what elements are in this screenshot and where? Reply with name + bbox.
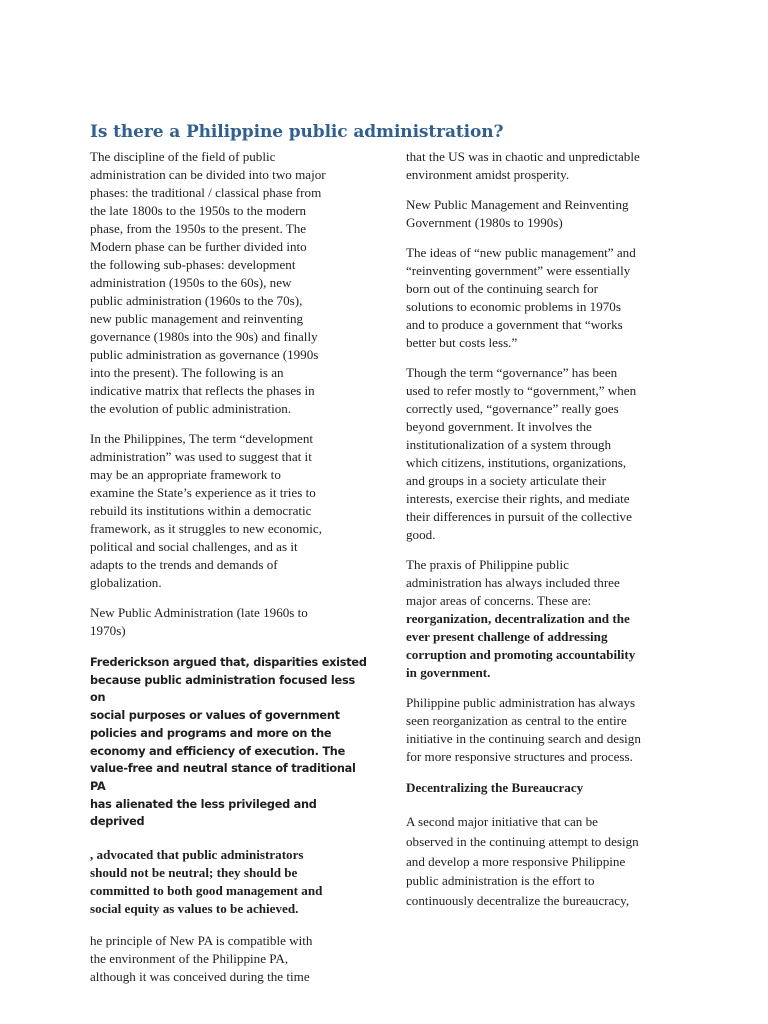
page-title: Is there a Philippine public administration? xyxy=(90,122,504,142)
text-line: indicative matrix that reflects the phases in xyxy=(90,383,315,398)
section-heading-decentralizing: Decentralizing the Bureaucracy xyxy=(406,780,584,795)
text-line: major areas of concerns. These are: xyxy=(406,593,592,608)
text-line: which citizens, institutions, organizations, xyxy=(406,455,627,470)
text-line: although it was conceived during the time xyxy=(90,969,310,985)
text-line: new public management and reinventing xyxy=(90,311,304,326)
paragraph-npm-ideas xyxy=(406,244,688,352)
text-line: solutions to economic problems in 1970s xyxy=(406,299,621,314)
text-line: administration” was used to suggest that it xyxy=(90,449,312,464)
text-line: phase, from the 1950s to the present. The xyxy=(90,221,307,236)
text-line: interests, exercise their rights, and mediate xyxy=(406,491,630,506)
text-line: administration (1950s to the 60s), new xyxy=(90,275,292,290)
text-line: , advocated that public administrators xyxy=(90,847,304,863)
text-line: and develop a more responsive Philippine xyxy=(406,853,626,869)
text-line: good. xyxy=(406,527,436,542)
text-line: The praxis of Philippine public xyxy=(406,557,569,572)
text-line: framework, as it struggles to new economic, xyxy=(90,521,322,536)
text-line: public administration is the effort to xyxy=(406,873,595,889)
left-column xyxy=(90,148,372,986)
text-line: beyond government. It involves the xyxy=(406,419,592,434)
text-line: institutionalization of a system through xyxy=(406,437,612,452)
right-column xyxy=(406,148,688,911)
text-line: the late 1800s to the 1950s to the modern xyxy=(90,203,307,218)
text-line: and groups in a society articulate their xyxy=(406,473,606,488)
text-line: globalization. xyxy=(90,575,162,590)
text-line: and to produce a government that “works xyxy=(406,317,623,332)
paragraph-frederickson xyxy=(90,654,372,831)
text-line: public administration (1960s to the 70s), xyxy=(90,293,303,308)
text-line: continuously decentralize the bureaucracy, xyxy=(406,893,630,909)
text-line: committed to both good management and xyxy=(90,883,323,899)
text-line: economy and efficiency of execution. The xyxy=(90,744,345,758)
section-heading-new-pa xyxy=(90,604,372,640)
text-line: the following sub-phases: development xyxy=(90,257,296,272)
text-line: their differences in pursuit of the collective xyxy=(406,509,632,524)
text-line: correctly used, “governance” really goes xyxy=(406,401,619,416)
section-heading-npm xyxy=(406,196,688,232)
text-line: The discipline of the field of public xyxy=(90,149,276,164)
text-line: that the US was in chaotic and unpredictable xyxy=(406,149,640,164)
text-line: examine the State’s experience as it tries to xyxy=(90,485,316,500)
text-line: Though the term “governance” has been xyxy=(406,365,618,380)
text-line: The ideas of “new public management” and xyxy=(406,245,636,260)
text-line: rebuild its institutions within a democratic xyxy=(90,503,312,518)
text-line: value-free and neutral stance of traditional PA xyxy=(90,762,356,793)
text-line-bold: reorganization, decentralization and the xyxy=(406,611,630,626)
text-line: public administration as governance (1990s xyxy=(90,347,319,362)
text-line: observed in the continuing attempt to design xyxy=(406,833,639,849)
text-line: governance (1980s into the 90s) and finally xyxy=(90,329,318,344)
paragraph-phases xyxy=(90,148,372,418)
text-line: 1970s) xyxy=(90,623,126,638)
text-line: social equity as values to be achieved. xyxy=(90,901,299,917)
text-line: initiative in the continuing search and design xyxy=(406,731,641,746)
text-line: better but costs less.” xyxy=(406,335,518,350)
text-line: Modern phase can be further divided into xyxy=(90,239,307,254)
paragraph-reorganization xyxy=(406,694,688,766)
paragraph-philippines xyxy=(90,430,372,592)
text-line: administration has always included three xyxy=(406,575,620,590)
text-line: should not be neutral; they should be xyxy=(90,865,298,881)
text-line: Frederickson argued that, disparities existed xyxy=(90,656,367,669)
text-line: seen reorganization as central to the entire xyxy=(406,713,627,728)
text-line: has alienated the less privileged and deprived xyxy=(90,797,317,829)
text-line: into the present). The following is an xyxy=(90,365,284,380)
paragraph-praxis xyxy=(406,556,688,682)
text-line: because public administration focused less on xyxy=(90,673,355,705)
paragraph-governance xyxy=(406,364,688,544)
text-line: may be an appropriate framework to xyxy=(90,467,281,482)
text-line: he principle of New PA is compatible with xyxy=(90,933,313,949)
text-line: Philippine public administration has always xyxy=(406,695,636,710)
paragraph-new-pa-principle xyxy=(90,932,372,986)
text-line: political and social challenges, and as it xyxy=(90,539,298,554)
text-line: administration can be divided into two major xyxy=(90,167,326,182)
text-line: the evolution of public administration. xyxy=(90,401,292,416)
text-line: for more responsive structures and process. xyxy=(406,749,633,764)
paragraph-us-context xyxy=(406,148,688,184)
text-line: the environment of the Philippine PA, xyxy=(90,951,289,967)
text-line: policies and programs and more on the xyxy=(90,726,332,740)
text-line: born out of the continuing search for xyxy=(406,281,598,296)
text-line: phases: the traditional / classical phase from xyxy=(90,185,322,200)
text-line: adapts to the trends and demands of xyxy=(90,557,278,572)
paragraph-decentralize xyxy=(406,812,688,911)
paragraph-advocated xyxy=(90,846,372,918)
text-line: A second major initiative that can be xyxy=(406,814,598,829)
text-line: In the Philippines, The term “development xyxy=(90,431,314,446)
text-line: New Public Management and Reinventing xyxy=(406,197,629,212)
text-line-bold: in government. xyxy=(406,665,491,680)
text-line-bold: ever present challenge of addressing xyxy=(406,629,608,644)
text-line-bold: corruption and promoting accountability xyxy=(406,647,636,662)
text-line: New Public Administration (late 1960s to xyxy=(90,605,308,620)
text-line: “reinventing government” were essentially xyxy=(406,263,631,278)
text-line: social purposes or values of government xyxy=(90,709,340,723)
text-line: used to refer mostly to “government,” when xyxy=(406,383,637,398)
text-line: Government (1980s to 1990s) xyxy=(406,215,563,230)
text-line: environment amidst prosperity. xyxy=(406,167,570,182)
